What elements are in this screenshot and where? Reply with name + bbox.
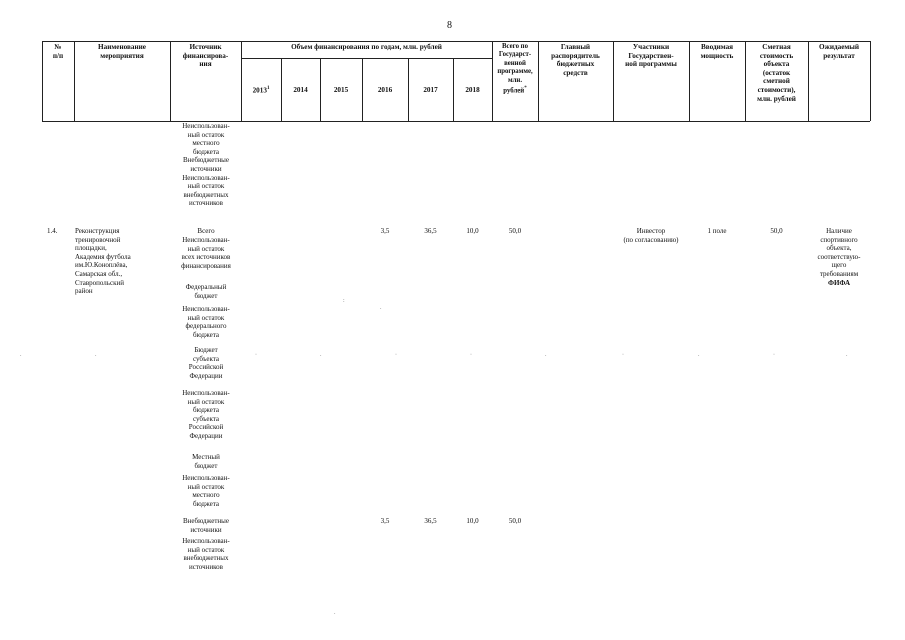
value-sum-extrabudget: 50,0 (508, 517, 522, 525)
scan-speck: · (470, 352, 472, 358)
result-line: спортивного (820, 235, 858, 244)
result-line: Наличие (826, 227, 852, 235)
estimated-cost: 50,0 (770, 227, 783, 235)
scan-speck: . (545, 352, 547, 358)
header-result: Ожидаемый результат (818, 43, 860, 60)
header-name: Наименование мероприятия (98, 43, 146, 60)
header-cost: Сметная стоимость объекта (остаток сметной стоимости), млн. рублей (757, 43, 796, 103)
header-source: Источник финансирова- ния (182, 43, 229, 69)
scan-speck: · (773, 352, 775, 358)
result-line: объекта, (826, 244, 852, 253)
header-capacity: Вводимая мощность (700, 43, 734, 60)
source-extrabudget: Внебюджетные источники (183, 517, 229, 534)
source-unused-all: Неиспользован- ный остаток всех источников финансирования (181, 236, 231, 270)
header-participants: Участники Государствен- ной программы (625, 43, 677, 69)
scan-speck: . (20, 352, 22, 358)
result-line: соответствую- (817, 252, 861, 261)
source-federal: Федеральный бюджет (185, 283, 227, 300)
row-number: 1.4. (47, 227, 58, 235)
row-name: Реконструкция тренировочной площадки, Академия футбола им.Ю.Коноплёва, Самарская обл., Ставропольский район (75, 227, 131, 296)
value-sum-total: 50,0 (508, 227, 522, 235)
scan-speck: . (380, 305, 382, 311)
scan-speck: · (255, 352, 257, 358)
scan-speck: . (698, 352, 700, 358)
capacity: 1 поле (707, 227, 727, 235)
source-unused-federal: Неиспользован- ный остаток федерального бюджета (182, 305, 230, 339)
source-unused-local: Неиспользован- ный остаток местного бюджета (182, 474, 230, 508)
scan-speck: · (622, 352, 624, 358)
participant: Инвестор (по согласованию) (623, 227, 679, 244)
value-2016-extrabudget: 3,5 (380, 517, 390, 525)
expected-result (808, 227, 870, 287)
scan-speck: . (320, 352, 322, 358)
source-total: Всего (197, 227, 215, 235)
year-header: 2017 (423, 86, 438, 94)
source-unused-extrabudget: Неиспользован- ный остаток внебюджетных источников (182, 537, 230, 571)
source-local: Местный бюджет (192, 453, 220, 470)
result-line: щего (831, 261, 847, 270)
col-border (241, 41, 242, 121)
value-2017-extrabudget: 36,5 (424, 517, 437, 525)
volume-subheader-line (241, 58, 492, 59)
header-manager: Главный распорядитель бюджетных средств (551, 43, 600, 77)
source-regional: Бюджет субъекта Российской Федерации (188, 346, 224, 380)
year-header: 2018 (465, 86, 480, 94)
header-bottom-border (42, 121, 870, 122)
header-total: Всего по Государст- венной программе, млн. рублей* (497, 43, 533, 95)
year-header: 2014 (293, 86, 308, 94)
year-header: 2016 (377, 86, 393, 94)
scan-speck: . (846, 352, 848, 358)
year-header: 2013$^1$ (252, 86, 270, 95)
header-volume: Объем финансирования по годам, млн. рублей (291, 43, 442, 51)
header-number: № п/п (52, 43, 64, 60)
page-number: 8 (447, 20, 452, 31)
value-2018-extrabudget: 10,0 (466, 517, 479, 525)
scan-speck: · (395, 352, 397, 358)
scan-speck: . (95, 352, 97, 358)
result-fifa: ФИФА (827, 278, 851, 287)
year-header: 2015 (333, 86, 349, 94)
scan-speck: . (334, 610, 336, 616)
value-2016-total: 3,5 (380, 227, 390, 235)
value-2018-total: 10,0 (466, 227, 479, 235)
carryover-sources: Неиспользован- ный остаток местного бюджета Внебюджетные источники Неиспользован- ный остаток внебюджетных источников (182, 122, 230, 208)
source-unused-regional: Неиспользован- ный остаток бюджета субъекта Российской Федерации (182, 389, 230, 440)
result-line: требованиям (819, 269, 859, 278)
col-border (870, 41, 871, 121)
value-2017-total: 36,5 (424, 227, 437, 235)
scan-speck: : (343, 298, 345, 304)
